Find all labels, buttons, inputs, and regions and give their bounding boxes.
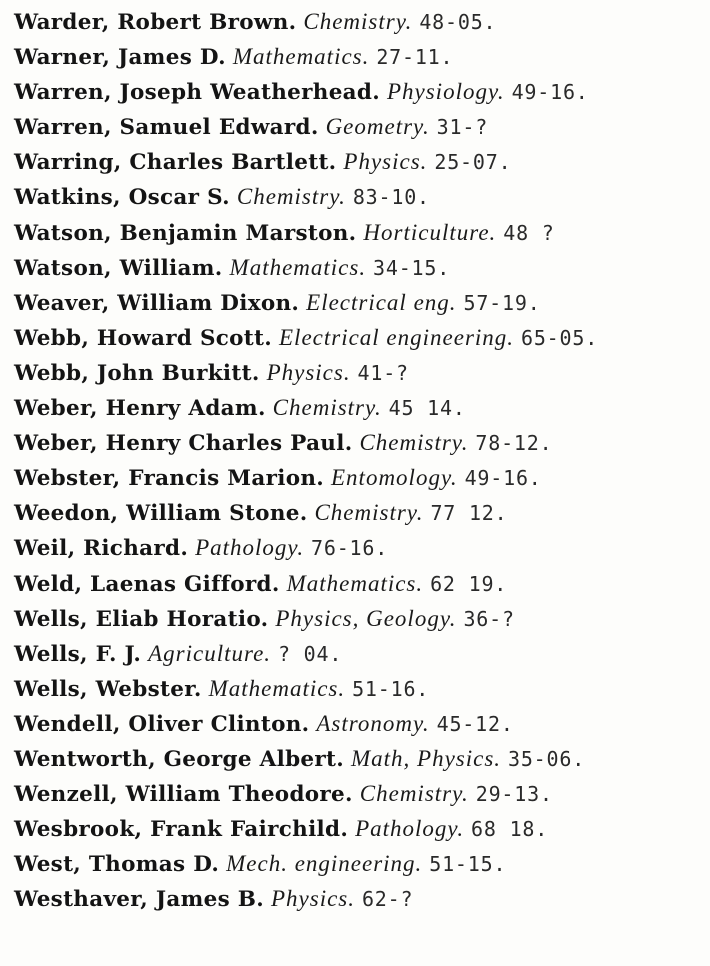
entry-years: 51-16. <box>352 676 430 701</box>
list-item <box>14 39 704 74</box>
entry-subject: Chemistry. <box>359 781 469 807</box>
entry-name: Weber, Henry Adam. <box>14 396 266 422</box>
entry-subject: Mathematics. <box>232 44 370 70</box>
list-item <box>14 320 704 355</box>
list-item <box>14 425 704 460</box>
entry-subject: Mathematics. <box>208 675 346 701</box>
entry-years: 25-07. <box>434 150 512 175</box>
entry-subject: Mathematics. <box>229 254 367 280</box>
list-item <box>14 566 704 601</box>
entry-name: Wells, Webster. <box>14 676 202 702</box>
entry-name: Warren, Joseph Weatherhead. <box>14 80 381 106</box>
entry-years: ? 04. <box>277 641 343 666</box>
entry-years: 57-19. <box>463 290 541 315</box>
list-item <box>14 285 704 320</box>
entry-name: Weaver, William Dixon. <box>14 290 300 316</box>
entry-subject: Mech. engineering. <box>226 851 423 877</box>
entry-name: Weld, Laenas Gifford. <box>14 571 280 597</box>
list-item <box>14 355 704 390</box>
list-item <box>14 495 704 530</box>
scientist-list <box>14 4 704 916</box>
entry-name: Weil, Richard. <box>14 536 189 562</box>
entry-subject: Physiology. <box>386 79 505 105</box>
entry-name: Webster, Francis Marion. <box>14 466 325 492</box>
entry-years: 77 12. <box>430 501 508 526</box>
entry-years: 65-05. <box>520 325 599 350</box>
list-item <box>14 74 704 109</box>
entry-subject: Physics. <box>266 359 351 385</box>
list-item <box>14 671 704 706</box>
entry-name: Weedon, William Stone. <box>14 501 308 527</box>
entry-name: Warner, James D. <box>14 45 226 71</box>
entry-subject: Chemistry. <box>359 430 469 456</box>
list-item <box>14 215 704 250</box>
entry-years: 48-05. <box>419 10 497 34</box>
entry-subject: Mathematics. <box>286 570 424 596</box>
list-item <box>14 179 704 214</box>
entry-subject: Entomology. <box>331 465 458 491</box>
entry-subject: Agriculture. <box>148 640 272 666</box>
entry-name: Warder, Robert Brown. <box>14 10 297 35</box>
list-item <box>14 706 704 741</box>
entry-subject: Chemistry. <box>272 395 382 421</box>
entry-subject: Math, Physics. <box>351 745 502 771</box>
list-item <box>14 390 704 425</box>
entry-years: 49-16. <box>464 466 542 491</box>
entry-years: 29-13. <box>475 782 553 807</box>
entry-subject: Chemistry. <box>236 184 346 210</box>
entry-years: 78-12. <box>475 431 553 456</box>
entry-years: 34-15. <box>373 255 451 280</box>
entry-subject: Pathology. <box>195 535 305 561</box>
entry-subject: Chemistry. <box>314 500 424 526</box>
entry-subject: Electrical eng. <box>306 289 457 315</box>
entry-years: 76-16. <box>311 536 389 561</box>
entry-name: Wesbrook, Frank Fairchild. <box>14 817 349 843</box>
entry-years: 48 ? <box>503 220 555 245</box>
entry-name: Watson, William. <box>14 255 223 281</box>
entry-name: Watkins, Oscar S. <box>14 185 230 211</box>
entry-name: Webb, Howard Scott. <box>14 325 273 351</box>
entry-years: 35-06. <box>508 746 586 771</box>
entry-years: 45-12. <box>436 711 514 736</box>
list-item <box>14 776 704 811</box>
entry-subject: Physics. <box>271 886 356 912</box>
list-item <box>14 601 704 636</box>
list-item <box>14 530 704 565</box>
entry-subject: Electrical engineering. <box>279 324 515 350</box>
list-item <box>14 741 704 776</box>
list-item <box>14 811 704 846</box>
list-item <box>14 636 704 671</box>
entry-subject: Chemistry. <box>303 9 413 34</box>
list-item <box>14 881 704 916</box>
entry-name: Webb, John Burkitt. <box>14 360 260 386</box>
entry-name: West, Thomas D. <box>14 852 220 878</box>
entry-subject: Pathology. <box>355 816 465 842</box>
list-item <box>14 109 704 144</box>
entry-years: 68 18. <box>471 817 549 842</box>
entry-years: 45 14. <box>388 396 466 421</box>
list-item <box>14 4 704 39</box>
entry-subject: Geometry. <box>325 114 430 140</box>
entry-years: 51-15. <box>429 852 507 877</box>
entry-subject: Physics. <box>343 149 428 175</box>
entry-years: 83-10. <box>352 185 430 210</box>
entry-name: Warring, Charles Bartlett. <box>14 150 337 176</box>
entry-name: Wenzell, William Theodore. <box>14 782 353 808</box>
list-item <box>14 846 704 881</box>
list-item <box>14 144 704 179</box>
entry-name: Weber, Henry Charles Paul. <box>14 431 353 457</box>
entry-years: 41-? <box>357 360 409 385</box>
entry-years: 27-11. <box>376 45 454 70</box>
entry-name: Wentworth, George Albert. <box>14 746 345 772</box>
entry-years: 62 19. <box>430 571 508 596</box>
entry-name: Westhaver, James B. <box>14 887 265 913</box>
entry-subject: Horticulture. <box>363 219 497 245</box>
entry-name: Wells, Eliab Horatio. <box>14 606 269 632</box>
entry-years: 49-16. <box>511 80 589 105</box>
entry-subject: Astronomy. <box>316 710 430 736</box>
entry-subject: Physics, Geology. <box>275 605 457 631</box>
entry-name: Warren, Samuel Edward. <box>14 115 319 141</box>
entry-years: 62-? <box>361 887 414 912</box>
list-item <box>14 250 704 285</box>
entry-name: Wendell, Oliver Clinton. <box>14 711 310 737</box>
list-item <box>14 460 704 495</box>
entry-name: Watson, Benjamin Marston. <box>14 220 357 246</box>
entry-name: Wells, F. J. <box>14 641 142 667</box>
entry-years: 36-? <box>463 606 515 631</box>
entry-years: 31-? <box>436 115 489 140</box>
